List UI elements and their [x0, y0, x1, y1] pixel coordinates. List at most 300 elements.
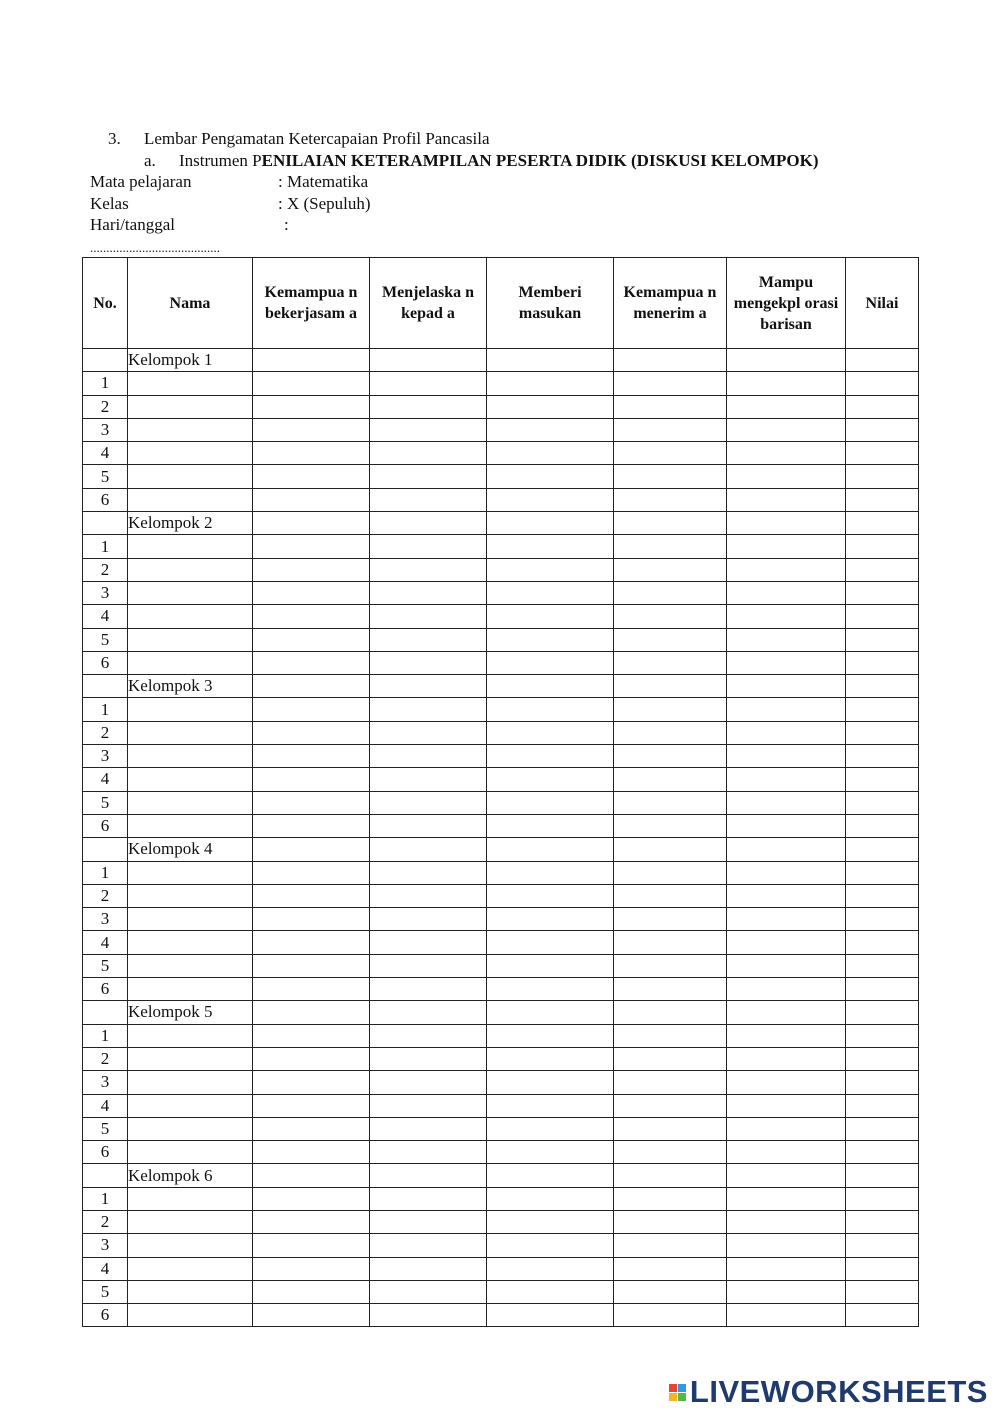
score-cell — [614, 418, 727, 441]
score-cell — [128, 488, 253, 511]
score-cell — [487, 861, 614, 884]
score-cell — [614, 931, 727, 954]
score-cell — [128, 908, 253, 931]
score-cell — [727, 395, 846, 418]
row-number: 5 — [83, 1280, 128, 1303]
empty-cell — [253, 512, 370, 535]
table-row — [83, 372, 919, 395]
table-row — [83, 442, 919, 465]
empty-cell — [846, 512, 919, 535]
empty-cell — [487, 349, 614, 372]
score-cell — [846, 745, 919, 768]
score-cell — [128, 1094, 253, 1117]
group-name: Kelompok 6 — [128, 1164, 253, 1187]
score-cell — [253, 465, 370, 488]
subsection-letter: a. — [144, 151, 156, 170]
score-cell — [253, 954, 370, 977]
score-cell — [253, 488, 370, 511]
empty-cell — [253, 1001, 370, 1024]
score-cell — [487, 908, 614, 931]
score-cell — [614, 1304, 727, 1327]
score-cell — [727, 442, 846, 465]
group-name: Kelompok 5 — [128, 1001, 253, 1024]
row-number: 5 — [83, 628, 128, 651]
score-cell — [253, 558, 370, 581]
score-cell — [846, 465, 919, 488]
liveworksheets-mark-icon — [669, 1384, 686, 1401]
score-cell — [253, 1071, 370, 1094]
row-number: 4 — [83, 605, 128, 628]
score-cell — [253, 1257, 370, 1280]
score-cell — [846, 978, 919, 1001]
score-cell — [846, 954, 919, 977]
score-cell — [253, 1117, 370, 1140]
score-cell — [253, 1304, 370, 1327]
score-cell — [614, 581, 727, 604]
score-cell — [128, 931, 253, 954]
group-row — [83, 675, 919, 698]
score-cell — [487, 768, 614, 791]
section-title: Lembar Pengamatan Ketercapaian Profil Pancasila — [144, 129, 490, 148]
table-row — [83, 651, 919, 674]
score-cell — [727, 884, 846, 907]
score-cell — [487, 1024, 614, 1047]
score-cell — [614, 1280, 727, 1303]
row-number: 2 — [83, 1047, 128, 1070]
score-cell — [370, 535, 487, 558]
table-row — [83, 814, 919, 837]
score-cell — [370, 814, 487, 837]
score-cell — [128, 418, 253, 441]
logo-square — [678, 1384, 686, 1392]
date-blank-line: ........................................ — [90, 240, 220, 255]
score-cell — [128, 1187, 253, 1210]
score-cell — [128, 558, 253, 581]
table-row — [83, 931, 919, 954]
empty-cell — [727, 838, 846, 861]
score-cell — [370, 605, 487, 628]
table-header-row — [83, 258, 919, 349]
score-cell — [253, 814, 370, 837]
score-cell — [253, 1024, 370, 1047]
score-cell — [487, 1047, 614, 1070]
score-cell — [370, 651, 487, 674]
score-cell — [253, 1234, 370, 1257]
row-number: 6 — [83, 1141, 128, 1164]
group-name: Kelompok 1 — [128, 349, 253, 372]
group-row — [83, 512, 919, 535]
score-cell — [253, 1210, 370, 1233]
score-cell — [253, 581, 370, 604]
score-cell — [614, 791, 727, 814]
empty-cell — [614, 1001, 727, 1024]
score-cell — [370, 1210, 487, 1233]
score-cell — [727, 605, 846, 628]
score-cell — [253, 418, 370, 441]
empty-cell — [846, 349, 919, 372]
empty-cell — [370, 1164, 487, 1187]
empty-cell — [487, 675, 614, 698]
score-cell — [253, 978, 370, 1001]
score-cell — [253, 768, 370, 791]
row-number: 3 — [83, 1071, 128, 1094]
score-cell — [128, 721, 253, 744]
row-number: 1 — [83, 861, 128, 884]
score-cell — [370, 698, 487, 721]
table-row — [83, 745, 919, 768]
empty-cell — [614, 838, 727, 861]
table-row — [83, 791, 919, 814]
table-row — [83, 605, 919, 628]
score-cell — [614, 1234, 727, 1257]
score-cell — [253, 1141, 370, 1164]
empty-cell — [846, 1001, 919, 1024]
meta-value-class: : X (Sepuluh) — [278, 194, 371, 213]
table-row — [83, 1187, 919, 1210]
row-number: 4 — [83, 1094, 128, 1117]
score-cell — [128, 581, 253, 604]
score-cell — [846, 488, 919, 511]
group-no-cell — [83, 512, 128, 535]
score-cell — [253, 908, 370, 931]
score-cell — [128, 791, 253, 814]
score-cell — [253, 372, 370, 395]
row-number: 2 — [83, 395, 128, 418]
table-row — [83, 1304, 919, 1327]
table-row — [83, 628, 919, 651]
score-cell — [253, 745, 370, 768]
meta-label-class: Kelas — [90, 194, 129, 213]
score-cell — [727, 372, 846, 395]
row-number: 3 — [83, 581, 128, 604]
score-cell — [846, 721, 919, 744]
score-cell — [253, 628, 370, 651]
empty-cell — [370, 1001, 487, 1024]
row-number: 6 — [83, 488, 128, 511]
score-cell — [370, 1071, 487, 1094]
empty-cell — [614, 675, 727, 698]
logo-square — [669, 1384, 677, 1392]
score-cell — [846, 628, 919, 651]
empty-cell — [370, 675, 487, 698]
score-cell — [370, 1280, 487, 1303]
score-cell — [846, 884, 919, 907]
table-row — [83, 1024, 919, 1047]
section-number: 3. — [108, 129, 121, 148]
row-number: 5 — [83, 465, 128, 488]
table-row — [83, 1257, 919, 1280]
score-cell — [614, 558, 727, 581]
table-row — [83, 488, 919, 511]
row-number: 2 — [83, 1210, 128, 1233]
empty-cell — [370, 838, 487, 861]
table-row — [83, 908, 919, 931]
score-cell — [370, 931, 487, 954]
empty-cell — [487, 838, 614, 861]
row-number: 3 — [83, 745, 128, 768]
score-cell — [727, 1187, 846, 1210]
score-cell — [487, 1304, 614, 1327]
score-cell — [846, 395, 919, 418]
table-row — [83, 1280, 919, 1303]
score-cell — [846, 1094, 919, 1117]
score-cell — [370, 558, 487, 581]
table-row — [83, 884, 919, 907]
table-row — [83, 1210, 919, 1233]
empty-cell — [487, 1001, 614, 1024]
col-header-nama: Nama — [128, 258, 253, 349]
score-cell — [846, 1071, 919, 1094]
score-cell — [727, 861, 846, 884]
score-cell — [487, 628, 614, 651]
score-cell — [614, 954, 727, 977]
score-cell — [370, 978, 487, 1001]
table-row — [83, 698, 919, 721]
empty-cell — [614, 349, 727, 372]
row-number: 1 — [83, 1187, 128, 1210]
score-cell — [128, 1117, 253, 1140]
score-cell — [846, 908, 919, 931]
score-cell — [370, 1187, 487, 1210]
score-cell — [487, 465, 614, 488]
row-number: 5 — [83, 791, 128, 814]
score-cell — [727, 698, 846, 721]
score-cell — [846, 861, 919, 884]
score-cell — [727, 1234, 846, 1257]
score-cell — [253, 1187, 370, 1210]
score-cell — [487, 372, 614, 395]
score-cell — [370, 791, 487, 814]
score-cell — [487, 745, 614, 768]
score-cell — [128, 372, 253, 395]
score-cell — [128, 1257, 253, 1280]
score-cell — [487, 1257, 614, 1280]
score-cell — [370, 1234, 487, 1257]
table-row — [83, 768, 919, 791]
score-cell — [846, 1280, 919, 1303]
score-cell — [614, 768, 727, 791]
score-cell — [846, 698, 919, 721]
score-cell — [727, 1280, 846, 1303]
row-number: 3 — [83, 418, 128, 441]
score-cell — [846, 1304, 919, 1327]
score-cell — [253, 721, 370, 744]
col-header-no: No. — [83, 258, 128, 349]
meta-value-subject: : Matematika — [278, 172, 369, 191]
row-number: 2 — [83, 884, 128, 907]
empty-cell — [727, 1001, 846, 1024]
score-cell — [253, 605, 370, 628]
score-cell — [487, 1280, 614, 1303]
score-cell — [370, 372, 487, 395]
score-cell — [128, 884, 253, 907]
logo-text: LIVEWORKSHEETS — [689, 1374, 988, 1409]
score-cell — [487, 721, 614, 744]
score-cell — [727, 931, 846, 954]
score-cell — [128, 745, 253, 768]
row-number: 4 — [83, 768, 128, 791]
score-cell — [614, 465, 727, 488]
score-cell — [253, 698, 370, 721]
score-cell — [614, 1047, 727, 1070]
score-cell — [614, 745, 727, 768]
score-cell — [128, 814, 253, 837]
score-cell — [128, 535, 253, 558]
instrument-title-prefix: Instrumen P — [179, 151, 262, 170]
score-cell — [614, 535, 727, 558]
score-cell — [487, 651, 614, 674]
group-no-cell — [83, 838, 128, 861]
score-cell — [614, 814, 727, 837]
score-cell — [614, 651, 727, 674]
row-number: 1 — [83, 535, 128, 558]
score-cell — [370, 1047, 487, 1070]
score-cell — [614, 1187, 727, 1210]
score-cell — [727, 908, 846, 931]
group-row — [83, 1164, 919, 1187]
score-cell — [370, 1257, 487, 1280]
score-cell — [370, 1304, 487, 1327]
score-cell — [727, 1094, 846, 1117]
score-cell — [487, 488, 614, 511]
score-cell — [370, 442, 487, 465]
table-row — [83, 1117, 919, 1140]
row-number: 1 — [83, 372, 128, 395]
score-cell — [370, 861, 487, 884]
score-cell — [253, 931, 370, 954]
empty-cell — [727, 675, 846, 698]
score-cell — [727, 1304, 846, 1327]
score-cell — [846, 535, 919, 558]
empty-cell — [614, 512, 727, 535]
score-cell — [846, 1047, 919, 1070]
score-cell — [253, 884, 370, 907]
score-cell — [614, 372, 727, 395]
empty-cell — [253, 838, 370, 861]
score-cell — [128, 651, 253, 674]
table-row — [83, 1141, 919, 1164]
score-cell — [727, 978, 846, 1001]
row-number: 6 — [83, 814, 128, 837]
table-row — [83, 465, 919, 488]
row-number: 4 — [83, 931, 128, 954]
table-row — [83, 1094, 919, 1117]
table-row — [83, 861, 919, 884]
score-cell — [487, 791, 614, 814]
score-cell — [727, 628, 846, 651]
score-cell — [846, 1117, 919, 1140]
score-cell — [614, 908, 727, 931]
score-cell — [727, 651, 846, 674]
score-cell — [846, 814, 919, 837]
empty-cell — [846, 675, 919, 698]
score-cell — [128, 768, 253, 791]
score-cell — [727, 558, 846, 581]
empty-cell — [487, 512, 614, 535]
row-number: 1 — [83, 1024, 128, 1047]
score-cell — [487, 1071, 614, 1094]
score-cell — [727, 1024, 846, 1047]
score-cell — [614, 1257, 727, 1280]
table-row — [83, 581, 919, 604]
score-cell — [614, 1210, 727, 1233]
score-cell — [846, 442, 919, 465]
score-cell — [128, 978, 253, 1001]
score-cell — [128, 1280, 253, 1303]
score-cell — [487, 1234, 614, 1257]
table-row — [83, 721, 919, 744]
empty-cell — [727, 349, 846, 372]
logo-square — [678, 1393, 686, 1401]
score-cell — [727, 465, 846, 488]
table-row — [83, 1047, 919, 1070]
group-no-cell — [83, 349, 128, 372]
score-cell — [370, 1117, 487, 1140]
liveworksheets-logo — [669, 1374, 988, 1410]
score-cell — [727, 954, 846, 977]
score-cell — [727, 1257, 846, 1280]
instrument-title — [179, 151, 819, 171]
score-cell — [846, 1210, 919, 1233]
score-cell — [846, 418, 919, 441]
score-cell — [614, 1071, 727, 1094]
score-cell — [370, 768, 487, 791]
empty-cell — [727, 512, 846, 535]
table-row — [83, 395, 919, 418]
score-cell — [253, 395, 370, 418]
score-cell — [370, 581, 487, 604]
table-row — [83, 978, 919, 1001]
group-no-cell — [83, 1164, 128, 1187]
score-cell — [614, 978, 727, 1001]
group-no-cell — [83, 675, 128, 698]
score-cell — [614, 488, 727, 511]
score-cell — [128, 1024, 253, 1047]
score-cell — [370, 465, 487, 488]
score-cell — [846, 605, 919, 628]
score-cell — [487, 558, 614, 581]
meta-value-date: : — [284, 215, 289, 234]
score-cell — [253, 1280, 370, 1303]
instrument-title-bold: ENILAIAN KETERAMPILAN PESERTA DIDIK (DISKUSI KELOMPOK) — [261, 151, 819, 170]
col-header-memberi-masukan: Memberi masukan — [487, 258, 614, 349]
score-cell — [128, 628, 253, 651]
score-cell — [846, 372, 919, 395]
empty-cell — [253, 349, 370, 372]
score-cell — [614, 1094, 727, 1117]
score-cell — [487, 418, 614, 441]
score-cell — [727, 1047, 846, 1070]
group-row — [83, 349, 919, 372]
group-name: Kelompok 4 — [128, 838, 253, 861]
score-cell — [253, 442, 370, 465]
score-cell — [370, 1024, 487, 1047]
row-number: 3 — [83, 1234, 128, 1257]
table-body — [83, 349, 919, 1327]
score-cell — [128, 1071, 253, 1094]
score-cell — [487, 1210, 614, 1233]
row-number: 4 — [83, 442, 128, 465]
score-cell — [614, 884, 727, 907]
col-header-eksplorasi: Mampu mengekpl orasi barisan — [727, 258, 846, 349]
score-cell — [128, 395, 253, 418]
score-cell — [128, 605, 253, 628]
row-number: 4 — [83, 1257, 128, 1280]
score-cell — [846, 791, 919, 814]
group-row — [83, 838, 919, 861]
score-cell — [727, 581, 846, 604]
score-cell — [727, 745, 846, 768]
